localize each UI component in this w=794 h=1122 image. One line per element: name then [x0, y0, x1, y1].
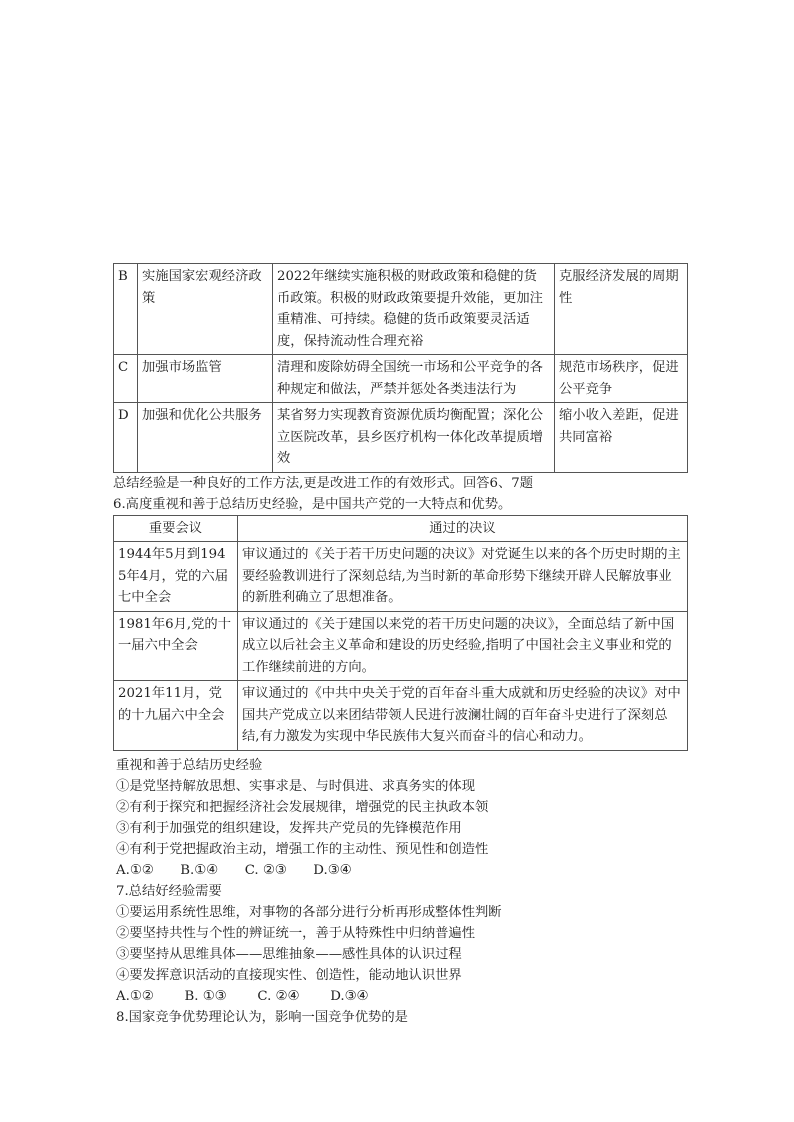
policy-table [113, 263, 688, 473]
q6-choices: A.①② B.①④ C. ②③ D.③④ [116, 862, 352, 878]
q6-option: ①是党坚持解放思想、实事求是、与时俱进、求真务实的体现 [116, 778, 476, 794]
table-row [114, 355, 688, 403]
q7-option: ③要坚持从思维具体——思维抽象——感性具体的认识过程 [116, 946, 462, 962]
table-row [114, 403, 688, 473]
measure-cell: 加强和优化公共服务 [138, 403, 273, 473]
example-cell: 2022年继续实施积极的财政政策和稳健的货币政策。积极的财政政策要提升效能，更加注重精准、可持续。稳健的货币政策要灵活适度，保持流动性合理充裕 [273, 264, 555, 355]
meeting-cell: 1944年5月到1945年4月，党的六届七中全会 [114, 542, 238, 612]
resolution-cell: 审议通过的《关于若干历史问题的决议》对党诞生以来的各个历史时期的主要经验教训进行了深刻总结,为当时新的革命形势下继续开辟人民解放事业的新胜利确立了思想准备。 [238, 542, 688, 612]
q6-option: ②有利于探究和把握经济社会发展规律，增强党的民主执政本领 [116, 799, 489, 815]
option-letter: D [114, 403, 138, 473]
meeting-cell: 2021年11月，党的十九届六中全会 [114, 681, 238, 751]
meeting-cell: 1981年6月,党的十一届六中全会 [114, 611, 238, 681]
effect-cell: 缩小收入差距，促进共同富裕 [555, 403, 688, 473]
q8-stem: 8.国家竞争优势理论认为，影响一国竞争优势的是 [116, 1009, 408, 1025]
q6-option: ③有利于加强党的组织建设，发挥共产党员的先锋模范作用 [116, 820, 462, 836]
q7-option: ②要坚持共性与个性的辨证统一，善于从特殊性中归纳普遍性 [116, 925, 476, 941]
q7-stem: 7.总结好经验需要 [116, 883, 222, 899]
effect-cell: 克服经济发展的周期性 [555, 264, 688, 355]
q7-option: ④要发挥意识活动的直接现实性、创造性，能动地认识世界 [116, 967, 462, 983]
document-flow [113, 263, 688, 1028]
table-row [114, 611, 688, 681]
table-row [114, 542, 688, 612]
resolution-cell: 审议通过的《中共中央关于党的百年奋斗重大成就和历史经验的决议》对中国共产党成立以来团结带领人民进行波澜壮阔的百年奋斗史进行了深刻总结,有力激发为实现中华民族伟大复兴而奋斗的信心和动力。 [238, 681, 688, 751]
header-resolution: 通过的决议 [238, 515, 688, 542]
q6-lead: 重视和善于总结历史经验 [116, 757, 263, 773]
table-row [114, 681, 688, 751]
option-letter: C [114, 355, 138, 403]
q6-option: ④有利于党把握政治主动，增强工作的主动性、预见性和创造性 [116, 841, 489, 857]
measure-cell: 实施国家宏观经济政策 [138, 264, 273, 355]
meetings-table [113, 515, 688, 751]
example-cell: 清理和废除妨碍全国统一市场和公平竞争的各种规定和做法，严禁并惩处各类违法行为 [273, 355, 555, 403]
resolution-cell: 审议通过的《关于建国以来党的若干历史问题的决议》，全面总结了新中国成立以后社会主义革命和建设的历史经验,指明了中国社会主义事业和党的工作继续前进的方向。 [238, 611, 688, 681]
intro-text: 总结经验是一种良好的工作方法,更是改进工作的有效形式。回答6、7题 [113, 475, 534, 491]
measure-cell: 加强市场监管 [138, 355, 273, 403]
option-letter: B [114, 264, 138, 355]
q6-stem: 6.高度重视和善于总结历史经验，是中国共产党的一大特点和优势。 [113, 496, 512, 512]
table-header-row [114, 515, 688, 542]
q7-choices: A.①② B. ①③ C. ②④ D.③④ [116, 988, 369, 1004]
example-cell: 某省努力实现教育资源优质均衡配置；深化公立医院改革，县乡医疗机构一体化改革提质增效 [273, 403, 555, 473]
header-meeting: 重要会议 [114, 515, 238, 542]
q7-option: ①要运用系统性思维，对事物的各部分进行分析再形成整体性判断 [116, 904, 502, 920]
effect-cell: 规范市场秩序，促进公平竞争 [555, 355, 688, 403]
table-row [114, 264, 688, 355]
